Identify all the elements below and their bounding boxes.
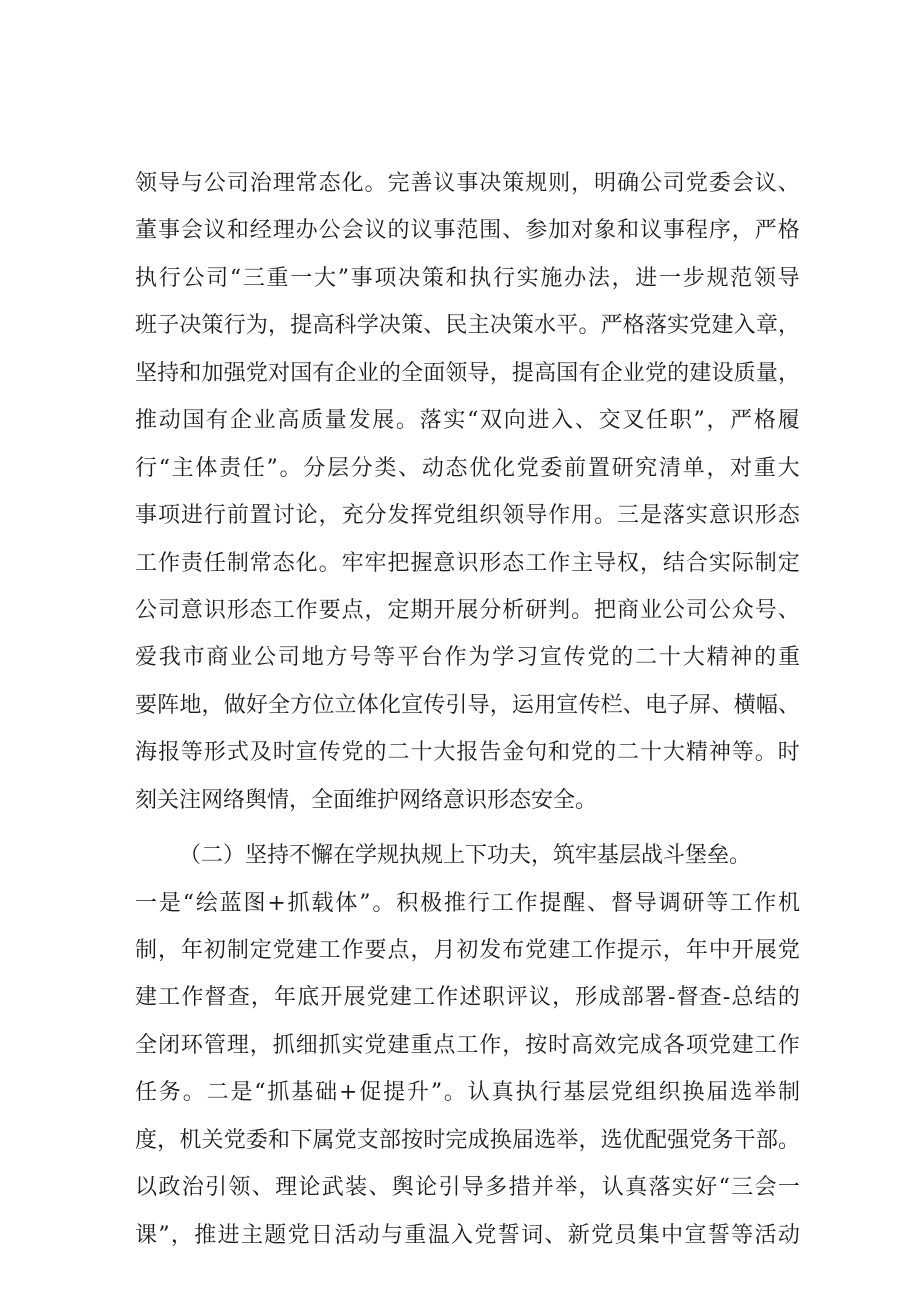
- text-line: 推 动 国 有 企 业 高 质 量 发 展 。 落 实 “ 双 向 进 入 、 交 叉 任 职 ” ， 严 格 履: [135, 408, 800, 434]
- text-line: 任 务 。 二 是 “ 抓 基 础 + 促 提 升 ” 。 认 真 执 行 基 层 党 组 织 换 届 选 举 制: [135, 1080, 800, 1106]
- text-line: 班 子 决 策 行 为 ， 提 高 科 学 决 策 、 民 主 决 策 水 平 。 严 格 落 实 党 建 入 章 ，: [135, 313, 800, 339]
- text-line: 行 “ 主 体 责 任 ” 。 分 层 分 类 、 动 态 优 化 党 委 前 置 研 究 清 单 ， 对 重 大: [135, 455, 800, 481]
- body-text: [135, 160, 800, 1259]
- text-line: 建 工 作 督 查 ， 年 底 开 展 党 建 工 作 述 职 评 议 ， 形 成 部 署 - 督 查 - 总 结 的: [135, 985, 800, 1011]
- text-line: 事 项 进 行 前 置 讨 论 ， 充 分 发 挥 党 组 织 领 导 作 用 。 三 是 落 实 意 识 形 态: [135, 503, 800, 529]
- text-line: 领 导 与 公 司 治 理 常 态 化 。 完 善 议 事 决 策 规 则 ， 明 确 公 司 党 委 会 议 、: [135, 171, 800, 196]
- text-line: 制 ， 年 初 制 定 党 建 工 作 要 点 ， 月 初 发 布 党 建 工 作 提 示 ， 年 中 开 展 党: [135, 938, 800, 963]
- section-heading: （二）坚持不懈在学规执规上下功夫，筑牢基层战斗堡垒。: [179, 843, 752, 869]
- text-line: 刻关注网络舆情，全面维护网络意识形态安全。: [135, 787, 598, 813]
- text-line: 要 阵 地 ， 做 好 全 方 位 立 体 化 宣 传 引 导 ， 运 用 宣 传 栏 、 电 子 屏 、 横 幅 、: [135, 692, 800, 718]
- text-line: 执 行 公 司 “ 三 重 一 大 ” 事 项 决 策 和 执 行 实 施 办 法 ， 进 一 步 规 范 领 导: [135, 265, 800, 291]
- paragraph-2: [135, 832, 800, 1259]
- text-line: 海 报 等 形 式 及 时 宣 传 党 的 二 十 大 报 告 金 句 和 党 的 二 十 大 精 神 等 。 时: [135, 740, 800, 766]
- text-line: 全 闭 环 管 理 ， 抓 细 抓 实 党 建 重 点 工 作 ， 按 时 高 效 完 成 各 项 党 建 工 作: [135, 1032, 800, 1058]
- text-line: 董 事 会 议 和 经 理 办 公 会 议 的 议 事 范 围 、 参 加 对 象 和 议 事 程 序 ， 严 格: [135, 218, 800, 244]
- text-line: 爱 我 市 商 业 公 司 地 方 号 等 平 台 作 为 学 习 宣 传 党 的 二 十 大 精 神 的 重: [135, 645, 800, 671]
- text-line: 工 作 责 任 制 常 态 化 。 牢 牢 把 握 意 识 形 态 工 作 主 导 权 ， 结 合 实 际 制 定: [135, 550, 800, 576]
- text-line: 以 政 治 引 领 、 理 论 武 装 、 舆 论 引 导 多 措 并 举 ， 认 真 落 实 好 “ 三 会 一: [135, 1175, 800, 1201]
- text-line: 公 司 意 识 形 态 工 作 要 点 ， 定 期 开 展 分 析 研 判 。 把 商 业 公 司 公 众 号 、: [135, 597, 800, 623]
- text-line: 坚 持 和 加 强 党 对 国 有 企 业 的 全 面 领 导 ， 提 高 国 有 企 业 党 的 建 设 质 量 ，: [135, 360, 800, 386]
- text-line: 课 ” ， 推 进 主 题 党 日 活 动 与 重 温 入 党 誓 词 、 新 党 员 集 中 宣 誓 等 活 动: [135, 1222, 800, 1248]
- text-line: 度 ， 机 关 党 委 和 下 属 党 支 部 按 时 完 成 换 届 选 举 ， 选 优 配 强 党 务 干 部 。: [135, 1127, 800, 1153]
- paragraph-1: [135, 160, 800, 824]
- text-line: 一 是 “ 绘 蓝 图 + 抓 载 体 ” 。 积 极 推 行 工 作 提 醒 、 督 导 调 研 等 工 作 机: [135, 890, 800, 916]
